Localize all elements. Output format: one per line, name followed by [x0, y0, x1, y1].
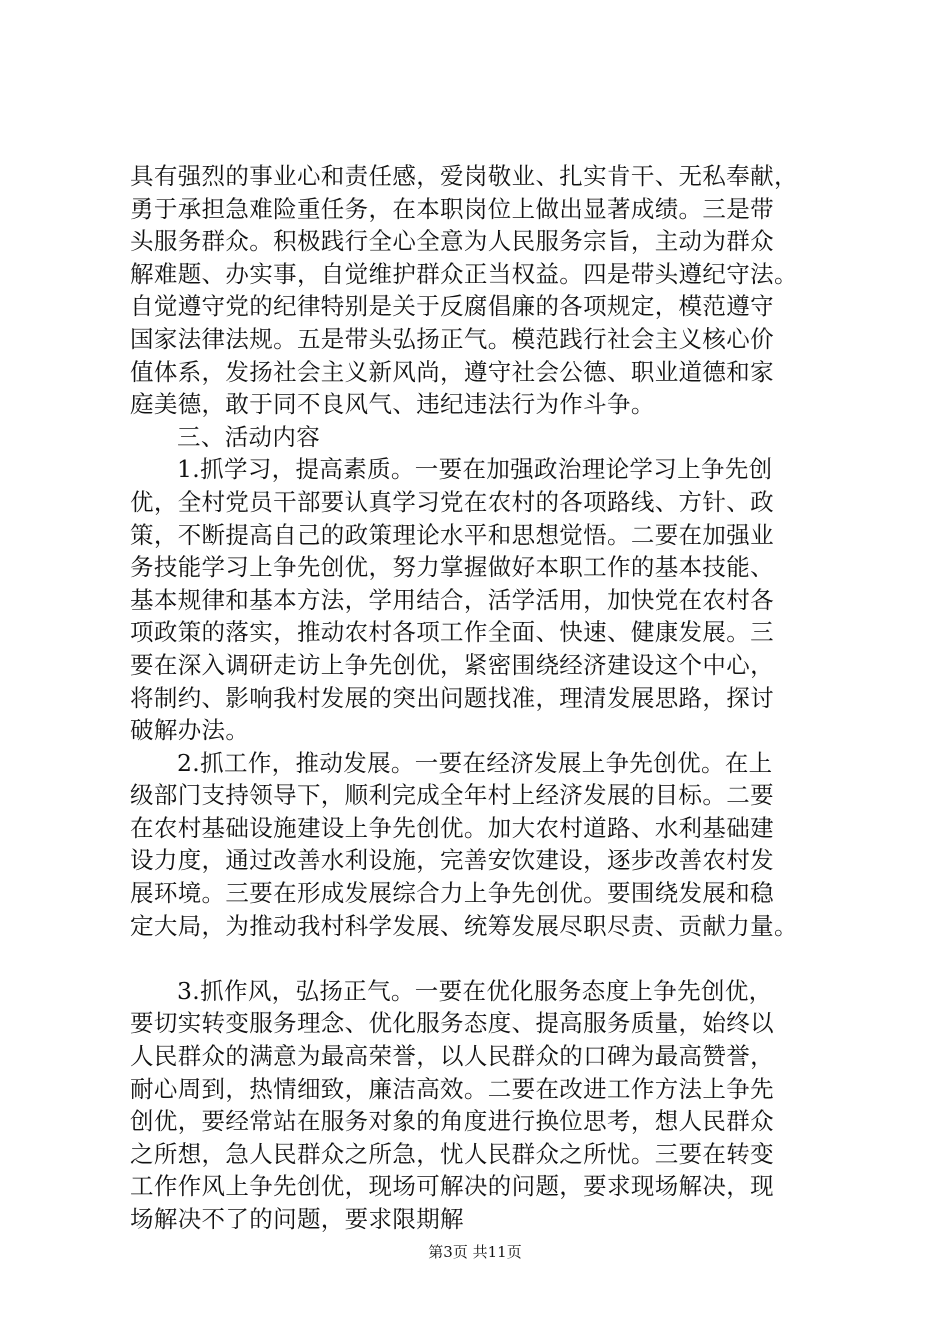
text-line: 解难题、办实事，自觉维护群众正当权益。四是带头遵纪守法。 — [130, 259, 798, 288]
text-line: 3.抓作风，弘扬正气。一要在优化服务态度上争先创优， — [177, 976, 773, 1005]
text-line: 庭美德，敢于同不良风气、违纪违法行为作斗争。 — [130, 390, 655, 419]
text-line: 要切实转变服务理念、优化服务态度、提高服务质量，始终以 — [130, 1009, 774, 1038]
text-line: 基本规律和基本方法，学用结合，活学活用，加快党在农村各 — [130, 585, 774, 614]
text-line: 务技能学习上争先创优，努力掌握做好本职工作的基本技能、 — [130, 553, 774, 582]
text-line: 设力度，通过改善水利设施，完善安饮建设，逐步改善农村发 — [130, 846, 774, 875]
text-line: 要在深入调研走访上争先创优，紧密围绕经济建设这个中心， — [130, 650, 774, 679]
text-line: 优，全村党员干部要认真学习党在农村的各项路线、方针、政 — [130, 487, 774, 516]
text-line: 勇于承担急难险重任务，在本职岗位上做出显著成绩。三是带 — [130, 194, 774, 223]
text-line: 将制约、影响我村发展的突出问题找准，理清发展思路，探讨 — [130, 683, 774, 712]
text-line: 之所想，急人民群众之所急，忧人民群众之所忧。三要在转变 — [130, 1139, 774, 1168]
text-line: 耐心周到，热情细致，廉洁高效。二要在改进工作方法上争先 — [130, 1074, 774, 1103]
paragraph-gap — [130, 942, 842, 975]
text-line: 国家法律法规。五是带头弘扬正气。模范践行社会主义核心价 — [130, 324, 774, 353]
text-line: 策，不断提高自己的政策理论水平和思想觉悟。二要在加强业 — [130, 520, 774, 549]
text-line: 定大局，为推动我村科学发展、统筹发展尽职尽责、贡献力量。 — [130, 911, 798, 940]
text-line: 1.抓学习，提高素质。一要在加强政治理论学习上争先创 — [177, 455, 773, 484]
document-body — [130, 160, 842, 1236]
text-line: 人民群众的满意为最高荣誉，以人民群众的口碑为最高赞誉， — [130, 1042, 774, 1071]
text-line: 头服务群众。积极践行全心全意为人民服务宗旨，主动为群众 — [130, 227, 774, 256]
section-heading: 三、活动内容 — [177, 422, 321, 451]
text-line: 值体系，发扬社会主义新风尚，遵守社会公德、职业道德和家 — [130, 357, 774, 386]
text-line: 具有强烈的事业心和责任感，爱岗敬业、扎实肯干、无私奉献， — [130, 162, 798, 190]
text-line: 级部门支持领导下，顺利完成全年村上经济发展的目标。二要 — [130, 781, 774, 810]
text-line: 工作作风上争先创优，现场可解决的问题，要求现场解决，现 — [130, 1172, 774, 1201]
text-line: 2.抓工作，推动发展。一要在经济发展上争先创优。在上 — [177, 748, 773, 777]
text-line: 创优，要经常站在服务对象的角度进行换位思考，想人民群众 — [130, 1107, 774, 1136]
text-line: 场解决不了的问题，要求限期解 — [130, 1205, 464, 1233]
text-line: 破解办法。 — [130, 716, 250, 745]
text-line: 项政策的落实，推动农村各项工作全面、快速、健康发展。三 — [130, 618, 774, 647]
text-line: 展环境。三要在形成发展综合力上争先创优。要围绕发展和稳 — [130, 879, 774, 908]
text-line: 自觉遵守党的纪律特别是关于反腐倡廉的各项规定，模范遵守 — [130, 292, 774, 321]
text-line: 在农村基础设施建设上争先创优。加大农村道路、水利基础建 — [130, 813, 774, 842]
page-number-footer: 第3页 共11页 — [428, 1243, 522, 1261]
